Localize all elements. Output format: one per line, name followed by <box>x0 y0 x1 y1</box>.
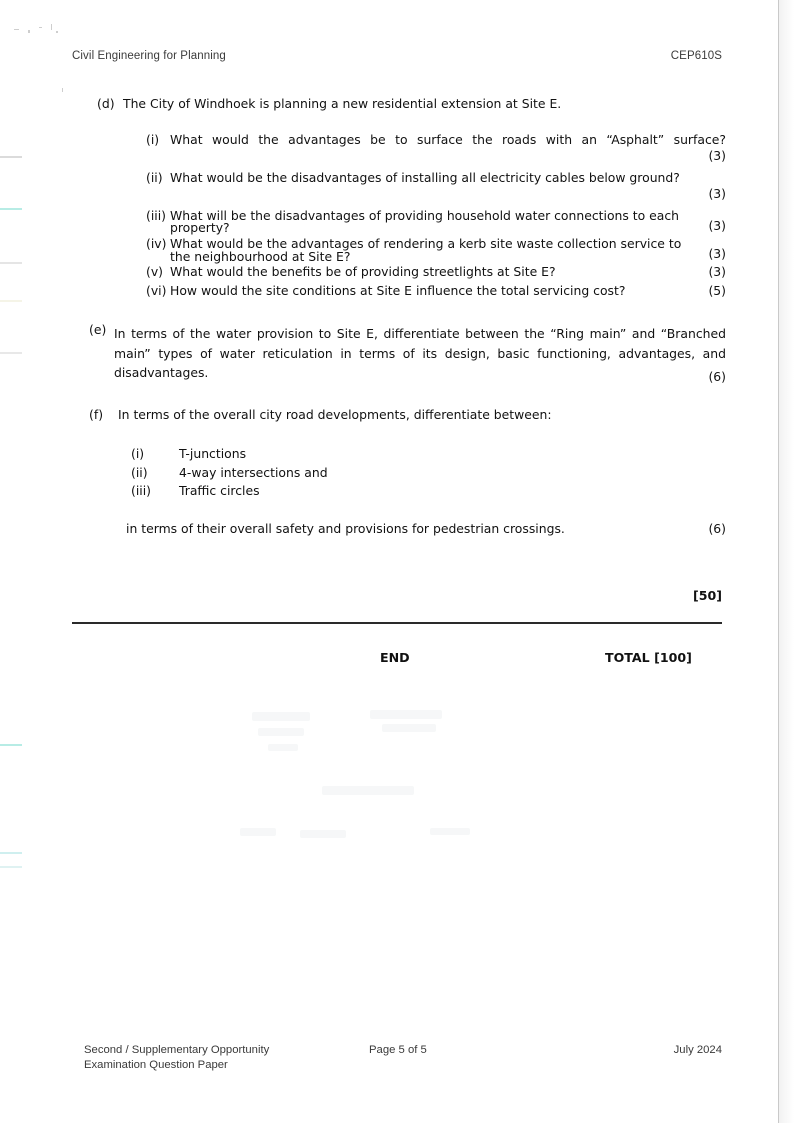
subitem-d-iv <box>146 236 726 264</box>
subitem-label: (iv) <box>146 236 167 252</box>
subitem-f-iii <box>131 485 794 497</box>
subitem-body <box>170 282 726 298</box>
closing-marks: (6) <box>708 520 726 536</box>
subitem-marks: (5) <box>708 282 726 298</box>
question-label-e: (e) <box>89 322 107 338</box>
course-title: Civil Engineering for Planning <box>72 50 226 62</box>
scan-edge-tick <box>0 852 22 854</box>
scan-bleed-artifact <box>268 744 298 751</box>
horizontal-divider <box>72 622 722 624</box>
question-text-e: In terms of the water provision to Site E, differentiate between the “Ring main” and “Branched main” types of water reticulation in terms of its design, basic functioning, advantages, and disadvantages. <box>114 326 726 381</box>
subitem-text: T-junctions <box>179 446 247 462</box>
end-label: END <box>380 650 410 665</box>
question-text-f: In terms of the overall city road developments, differentiate between: <box>118 407 552 423</box>
subitem-f-i <box>131 448 794 460</box>
scan-edge-tick <box>0 866 22 868</box>
scan-bleed-artifact <box>322 786 414 795</box>
section-total: [50] <box>692 588 722 603</box>
scan-bleed-artifact <box>300 830 346 838</box>
subitem-d-ii <box>146 172 726 200</box>
footer-date: July 2024 <box>673 1044 722 1056</box>
scan-bleed-artifact <box>258 728 304 736</box>
subitem-text: What will be the disadvantages of providing household water connections to each property? <box>170 208 680 236</box>
subitem-body <box>170 236 726 264</box>
subitem-label: (v) <box>146 264 164 280</box>
subitem-marks: (3) <box>708 185 726 201</box>
subitem-text: What would the advantages be to surface the roads with an “Asphalt” surface? <box>170 132 726 148</box>
question-item-f <box>89 409 726 421</box>
footer-page-number: Page 5 of 5 <box>369 1044 427 1056</box>
subitem-body <box>170 172 726 200</box>
scan-bleed-artifact <box>252 712 310 721</box>
subitem-text: 4-way intersections and <box>179 464 328 480</box>
closing-text: in terms of their overall safety and provisions for pedestrian crossings. <box>126 520 565 536</box>
scan-bleed-artifact <box>240 828 276 836</box>
subitem-body <box>170 134 726 162</box>
subitem-d-v <box>146 266 726 278</box>
subitem-marks: (3) <box>708 264 726 280</box>
scan-bleed-artifact <box>370 710 442 719</box>
question-d-subitems <box>146 134 726 297</box>
subitem-f-ii <box>131 464 794 480</box>
running-header <box>72 50 722 62</box>
subitem-label: (ii) <box>146 170 163 186</box>
subitem-text: What would be the disadvantages of installing all electricity cables below ground? <box>170 170 680 186</box>
subitem-text: How would the site conditions at Site E influence the total servicing cost? <box>170 282 626 298</box>
subitem-marks: (3) <box>708 246 726 262</box>
question-label-d: (d) <box>97 96 115 111</box>
subitem-d-iii <box>146 208 726 236</box>
question-text-d: The City of Windhoek is planning a new residential extension at Site E. <box>123 96 562 111</box>
scan-edge-tick <box>0 744 22 746</box>
subitem-label: (i) <box>131 446 145 462</box>
question-f-subitems <box>131 448 794 497</box>
question-body <box>0 98 794 535</box>
scan-speckle-marks <box>14 22 74 36</box>
subitem-marks: (3) <box>708 147 726 163</box>
footer-opportunity-line2: Examination Question Paper <box>84 1059 228 1072</box>
scan-bleed-artifact <box>430 828 470 835</box>
subitem-label: (vi) <box>146 282 167 298</box>
subitem-d-vi <box>146 282 726 298</box>
scan-speckle-mark-secondary <box>62 88 72 94</box>
question-body-e <box>114 324 726 383</box>
subitem-label: (i) <box>146 132 160 148</box>
total-label: TOTAL [100] <box>605 650 692 665</box>
question-item-d <box>97 98 727 110</box>
subitem-text: What would the benefits be of providing streetlights at Site E? <box>170 264 556 280</box>
subitem-label: (iii) <box>146 208 166 224</box>
subitem-text: What would be the advantages of rendering a kerb site waste collection service to the neighbourhood at Site E? <box>170 236 682 264</box>
subitem-d-i <box>146 134 726 162</box>
subitem-body <box>170 266 726 278</box>
question-marks-e: (6) <box>708 368 726 384</box>
question-label-f: (f) <box>89 407 104 423</box>
question-item-e <box>89 324 726 383</box>
subitem-label: (ii) <box>131 464 148 480</box>
scan-bleed-artifact <box>382 724 436 732</box>
subitem-body <box>170 208 726 236</box>
subitem-marks: (3) <box>708 217 726 233</box>
subitem-text: Traffic circles <box>179 483 260 499</box>
footer-opportunity <box>84 1043 364 1074</box>
subitem-label: (iii) <box>131 483 151 499</box>
footer-opportunity-line1: Second / Supplementary Opportunity <box>84 1044 270 1056</box>
course-code: CEP610S <box>670 50 722 62</box>
question-f-closing <box>126 520 726 536</box>
